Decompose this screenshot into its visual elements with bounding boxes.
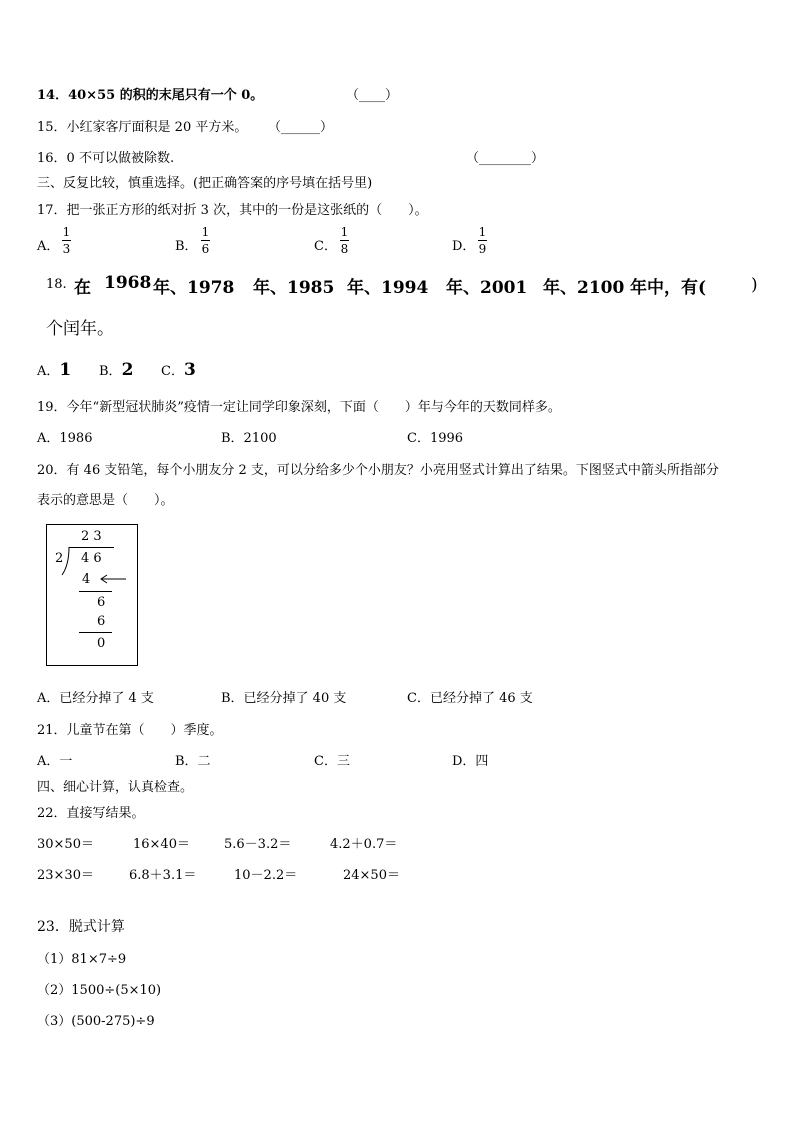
- q19-text: 19．今年“新型冠状肺炎”疫情一定让同学印象深刻，下面（ ）年与今年的天数同样多。: [37, 400, 561, 415]
- q21-option-c[interactable]: C．三: [314, 754, 350, 769]
- q20-line2: 表示的意思是（ ）。: [37, 493, 174, 508]
- q17-option-c-label[interactable]: C．: [314, 239, 337, 254]
- q19-option-b[interactable]: B．2100: [221, 431, 277, 446]
- option-value: 1: [59, 360, 72, 380]
- q22-r1-c4[interactable]: 4.2＋0.7＝: [330, 837, 398, 852]
- q17-option-d-fraction: [478, 225, 487, 256]
- q15-text: 15．小红家客厅面积是 20 平方米。: [37, 120, 248, 135]
- q21-option-d[interactable]: D．四: [452, 754, 489, 769]
- section-3-heading: 三、反复比较，慎重选择。(把正确答案的序号填在括号里): [37, 176, 373, 191]
- q20-option-a[interactable]: A．已经分掉了 4 支: [37, 691, 154, 706]
- q18-option-c[interactable]: [161, 360, 196, 380]
- option-label: A．: [37, 364, 60, 379]
- q18-option-a[interactable]: [37, 360, 71, 380]
- q21-text: 21．儿童节在第（ ）季度。: [37, 723, 223, 738]
- q23-item-1[interactable]: （1）81×7÷9: [37, 952, 127, 967]
- q18-option-b[interactable]: [99, 360, 133, 380]
- division-divisor: 2: [55, 551, 64, 566]
- q14-answer-blank[interactable]: （____）: [346, 88, 399, 103]
- q23-item-2[interactable]: （2）1500÷(5×10): [37, 983, 162, 998]
- q18-year-2001: 年、2001: [446, 278, 528, 298]
- fraction-numerator: 1: [340, 225, 349, 239]
- q22-r2-c3[interactable]: 10－2.2＝: [234, 868, 298, 883]
- division-step-2: 6: [97, 595, 106, 610]
- q20-line1: 20．有 46 支铅笔，每个小朋友分 2 支，可以分给多少个小朋友？小亮用竖式计算出了结果。下图竖式中箭头所指部分: [37, 463, 719, 478]
- q18-tail: 年中，有(: [630, 278, 707, 298]
- fraction-denominator: 6: [201, 242, 210, 256]
- section-4-heading: 四、细心计算，认真检查。: [37, 780, 194, 795]
- q19-option-a[interactable]: A．1986: [37, 431, 93, 446]
- division-dividend: 4 6: [81, 551, 102, 566]
- q14-text: 14．40×55 的积的末尾只有一个 0。: [37, 88, 264, 103]
- q22-r2-c4[interactable]: 24×50＝: [343, 868, 400, 883]
- division-rule-2: [79, 632, 112, 633]
- fraction-numerator: 1: [478, 225, 487, 239]
- q17-option-c-fraction: [340, 225, 349, 256]
- division-bar: [69, 547, 114, 548]
- q17-text: 17．把一张正方形的纸对折 3 次，其中的一份是这张纸的（ ）。: [37, 203, 428, 218]
- q22-r1-c3[interactable]: 5.6－3.2＝: [224, 837, 292, 852]
- option-value: 2: [121, 360, 134, 380]
- option-value: 3: [183, 360, 196, 380]
- q17-option-a-label[interactable]: A．: [37, 239, 60, 254]
- q20-option-b[interactable]: B．已经分掉了 40 支: [221, 691, 347, 706]
- q16-text: 16．0 不可以做被除数.: [37, 151, 175, 166]
- division-step-1: 4: [82, 572, 91, 587]
- q18-answer-blank-close[interactable]: ): [751, 275, 758, 295]
- q22-text: 22．直接写结果。: [37, 806, 145, 821]
- q19-option-c[interactable]: C．1996: [407, 431, 464, 446]
- q17-option-a-fraction: [62, 225, 71, 256]
- q18-year-1978: 年、1978: [153, 278, 235, 298]
- division-rule-1: [79, 591, 112, 592]
- q18-line2: 个闰年。: [46, 319, 114, 339]
- fraction-numerator: 1: [62, 225, 71, 239]
- q20-option-c[interactable]: C．已经分掉了 46 支: [407, 691, 533, 706]
- q21-option-a[interactable]: A．一: [37, 754, 73, 769]
- fraction-denominator: 3: [62, 242, 71, 256]
- q17-option-b-fraction: [201, 225, 210, 256]
- option-label: B．: [99, 364, 122, 379]
- q18-year-1994: 年、1994: [347, 278, 429, 298]
- q18-year-2100: 年、2100: [543, 278, 625, 298]
- fraction-denominator: 9: [478, 242, 487, 256]
- q18-year-1985: 年、1985: [253, 278, 335, 298]
- q22-r2-c1[interactable]: 23×30＝: [37, 868, 94, 883]
- division-quotient: 2 3: [81, 529, 102, 544]
- q16-answer-blank[interactable]: （________）: [466, 151, 545, 166]
- division-step-3: 6: [97, 614, 106, 629]
- q21-option-b[interactable]: B．二: [175, 754, 211, 769]
- q22-r2-c2[interactable]: 6.8＋3.1＝: [129, 868, 197, 883]
- q17-option-d-label[interactable]: D．: [452, 239, 476, 254]
- long-division-figure: [46, 524, 138, 666]
- q17-option-b-label[interactable]: B．: [175, 239, 198, 254]
- q18-number: 18.: [46, 277, 67, 292]
- option-label: C．: [161, 364, 184, 379]
- q22-r1-c1[interactable]: 30×50＝: [37, 837, 94, 852]
- q22-r1-c2[interactable]: 16×40＝: [133, 837, 190, 852]
- q18-word-1: 在: [74, 278, 91, 298]
- q15-answer-blank[interactable]: （______）: [268, 120, 334, 135]
- arrow-left-icon: [99, 573, 127, 585]
- fraction-denominator: 8: [340, 242, 349, 256]
- q23-item-3[interactable]: （3）(500-275)÷9: [37, 1014, 155, 1029]
- q18-year-1968: 1968: [104, 273, 152, 293]
- fraction-numerator: 1: [201, 225, 210, 239]
- q23-text: 23．脱式计算: [37, 919, 125, 935]
- division-remainder: 0: [97, 636, 106, 651]
